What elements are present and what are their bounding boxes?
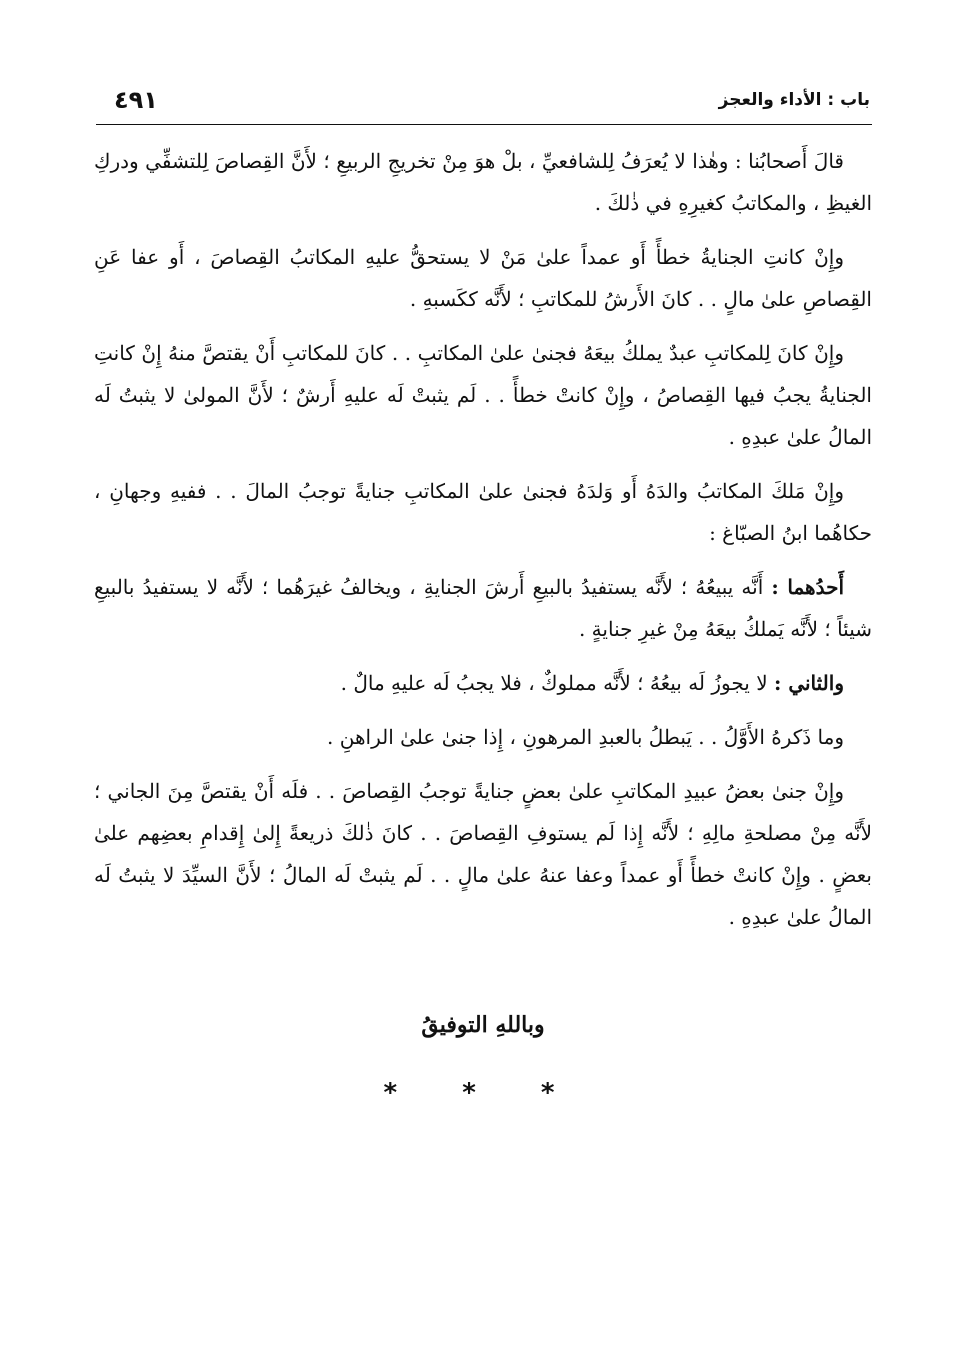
body-text bbox=[94, 140, 872, 950]
running-header bbox=[96, 86, 870, 120]
paragraph bbox=[94, 236, 872, 320]
header-divider bbox=[96, 124, 872, 125]
paragraph-lead: أَحدُهما : bbox=[771, 575, 845, 599]
paragraph bbox=[94, 470, 872, 554]
paragraph-text: أَنَّه يبيعُهُ ؛ لأَنَّه يستفيدُ بالبيعِ أَرشَ الجنايةِ ، ويخالفُ غيرَهُما ؛ لأَنَّه لا يستفيدُ بالبيعِ شيئاً ؛ لأَنَّه يَملكُ بيعَهُ مِنْ غيرِ جنايةٍ . bbox=[94, 575, 872, 641]
paragraph-text: وما ذَكرهُ الأَوَّلُ . . يَبطلُ بالعبدِ المرهونِ ، إِذا جنىٰ علىٰ الراهنِ . bbox=[327, 725, 844, 749]
chapter-title: باب : الأداء والعجز bbox=[718, 90, 870, 110]
paragraph bbox=[94, 332, 872, 458]
paragraph bbox=[94, 716, 872, 758]
closing-phrase: وباللهِ التوفيقُ bbox=[421, 1012, 545, 1038]
paragraph bbox=[94, 140, 872, 224]
paragraph-text: وإِنْ كانتِ الجنايةُ خطأً أَو عمداً علىٰ مَنْ لا يستحقُّ عليهِ المكاتبُ القِصاصَ ، أَو عفا عَنِ القِصاصِ علىٰ مالٍ . . كانَ الأَرشُ للمكاتبِ ؛ لأَنَّه ككَسبهِ . bbox=[94, 245, 872, 311]
paragraph-text: لا يجوزُ لَه بيعُهُ ؛ لأَنَّه مملوكٌ ، فلا يجبُ لَه عليهِ مالٌ . bbox=[340, 671, 768, 695]
paragraph-text: وإِنْ كانَ لِلمكاتبِ عبدٌ يملكُ بيعَهُ فجنىٰ علىٰ المكاتبِ . . كانَ للمكاتبِ أَنْ يقتصَّ منهُ إِنْ كانتِ الجنايةُ يجبُ فيها القِصاصُ ، وإِنْ كانتْ خطأً . . لَم يثبتْ لَه عليهِ أَرشٌ ؛ لأَنَّ المولىٰ لا يثبتُ لَه المالُ علىٰ عبدِهِ . bbox=[94, 341, 872, 449]
paragraph-text: وإِنْ جنىٰ بعضُ عبيدِ المكاتبِ علىٰ بعضٍ جنايةً توجبُ القِصاصَ . . فلَه أَنْ يقتصَّ مِنَ الجاني ؛ لأَنَّه مِنْ مصلحةِ مالِهِ ؛ لأَنَّه إِذا لَم يستوفِ القِصاصَ . . كانَ ذٰلكَ ذريعةً إِلىٰ إِقدامِ بعضِهم علىٰ بعضٍ . وإِنْ كانتْ خطأً أَو عمداً وعفا عنهُ علىٰ مالٍ . . لَم يثبتْ لَه المالُ ؛ لأَنَّ السيِّدَ لا يثبتُ لَه المالُ علىٰ عبدِهِ . bbox=[94, 779, 872, 929]
paragraph-second-view bbox=[94, 662, 872, 704]
paragraph-text: قالَ أَصحابُنا : وهٰذا لا يُعرَفُ لِلشافعيِّ ، بلْ هوَ مِنْ تخريجِ الربيعِ ؛ لأَنَّ القِصاصَ لِلتشفِّي ودركِ الغيظِ ، والمكاتبُ كغيرِهِ في ذٰلكَ . bbox=[94, 149, 872, 215]
paragraph bbox=[94, 770, 872, 938]
paragraph-first-view bbox=[94, 566, 872, 650]
paragraph-text: وإِنْ مَلكَ المكاتبُ والدَهُ أَو وَلدَهُ فجنىٰ علىٰ المكاتبِ جنايةً توجبُ المالَ . . ففيهِ وجهانِ ، حكاهُما ابنُ الصبّاغ : bbox=[94, 479, 872, 545]
page-number: ٤٩١ bbox=[114, 86, 158, 114]
section-separator: * * * bbox=[383, 1078, 583, 1108]
paragraph-lead: والثاني : bbox=[773, 671, 844, 695]
